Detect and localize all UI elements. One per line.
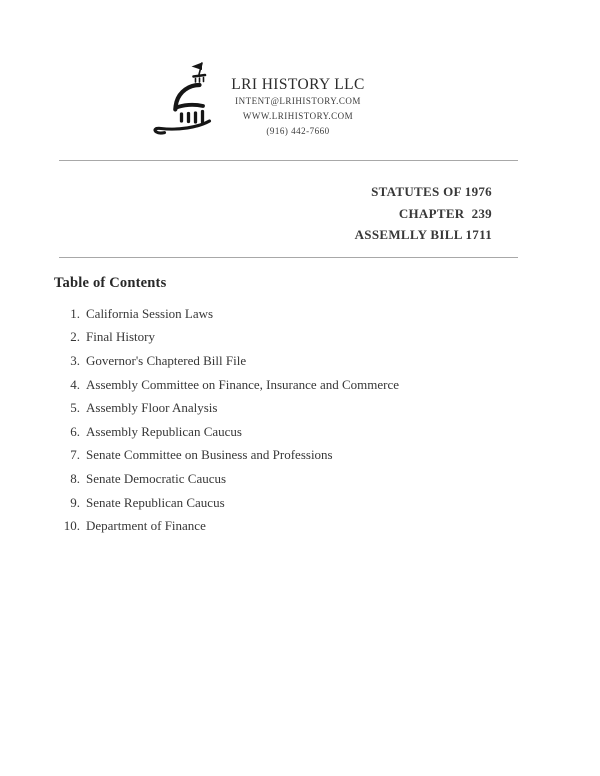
reference-chapter: CHAPTER 239 [398,205,492,221]
company-name: LRI HISTORY LLC [231,76,365,93]
toc-item-label: Assembly Floor Analysis [86,400,218,416]
horizontal-rule-top [59,160,518,161]
toc-item [54,514,494,538]
toc-item-number: 5. [70,400,80,416]
toc-item-label: Department of Finance [86,518,206,534]
letterhead [178,76,418,139]
toc-item-number: 3. [70,352,80,368]
toc-item [54,349,494,373]
reference-statutes: STATUTES OF 1976 [371,184,492,199]
toc-item-number: 1. [70,305,80,321]
toc-item-label: Governor's Chaptered Bill File [86,352,247,368]
toc-item-label: Final History [86,329,155,345]
toc-item [54,420,494,444]
toc-item [54,467,494,491]
toc-item-label: Senate Committee on Business and Professions [86,447,333,463]
toc-item-label: Senate Republican Caucus [86,494,225,510]
toc-item [54,326,494,350]
horizontal-rule-bottom [59,257,518,258]
toc-item-number: 4. [70,376,80,392]
company-email: INTENT@LRIHISTORY.COM [235,96,361,106]
toc-item [54,491,494,515]
toc-list [54,302,494,538]
toc-item-number: 2. [70,329,80,345]
reference-bill: ASSEMLLY BILL 1711 [354,227,492,242]
toc-item-label: California Session Laws [86,305,214,321]
toc-item-label: Assembly Republican Caucus [86,423,242,439]
toc-item [54,444,494,468]
company-website: WWW.LRIHISTORY.COM [242,111,354,121]
company-phone: (916) 442-7660 [266,126,330,136]
toc-item [54,302,494,326]
toc-item-number: 9. [70,494,80,510]
toc-item [54,373,494,397]
bill-reference-block [355,181,492,246]
toc-item-label: Assembly Committee on Finance, Insurance and Commerce [86,376,400,392]
toc-item-label: Senate Democratic Caucus [86,470,227,486]
toc-item-number: 6. [70,423,80,439]
toc-item-number: 10. [63,518,80,534]
toc-item-number: 7. [70,447,80,463]
toc-item-number: 8. [70,470,80,486]
toc-item [54,396,494,420]
toc-heading: Table of Contents [54,275,167,291]
